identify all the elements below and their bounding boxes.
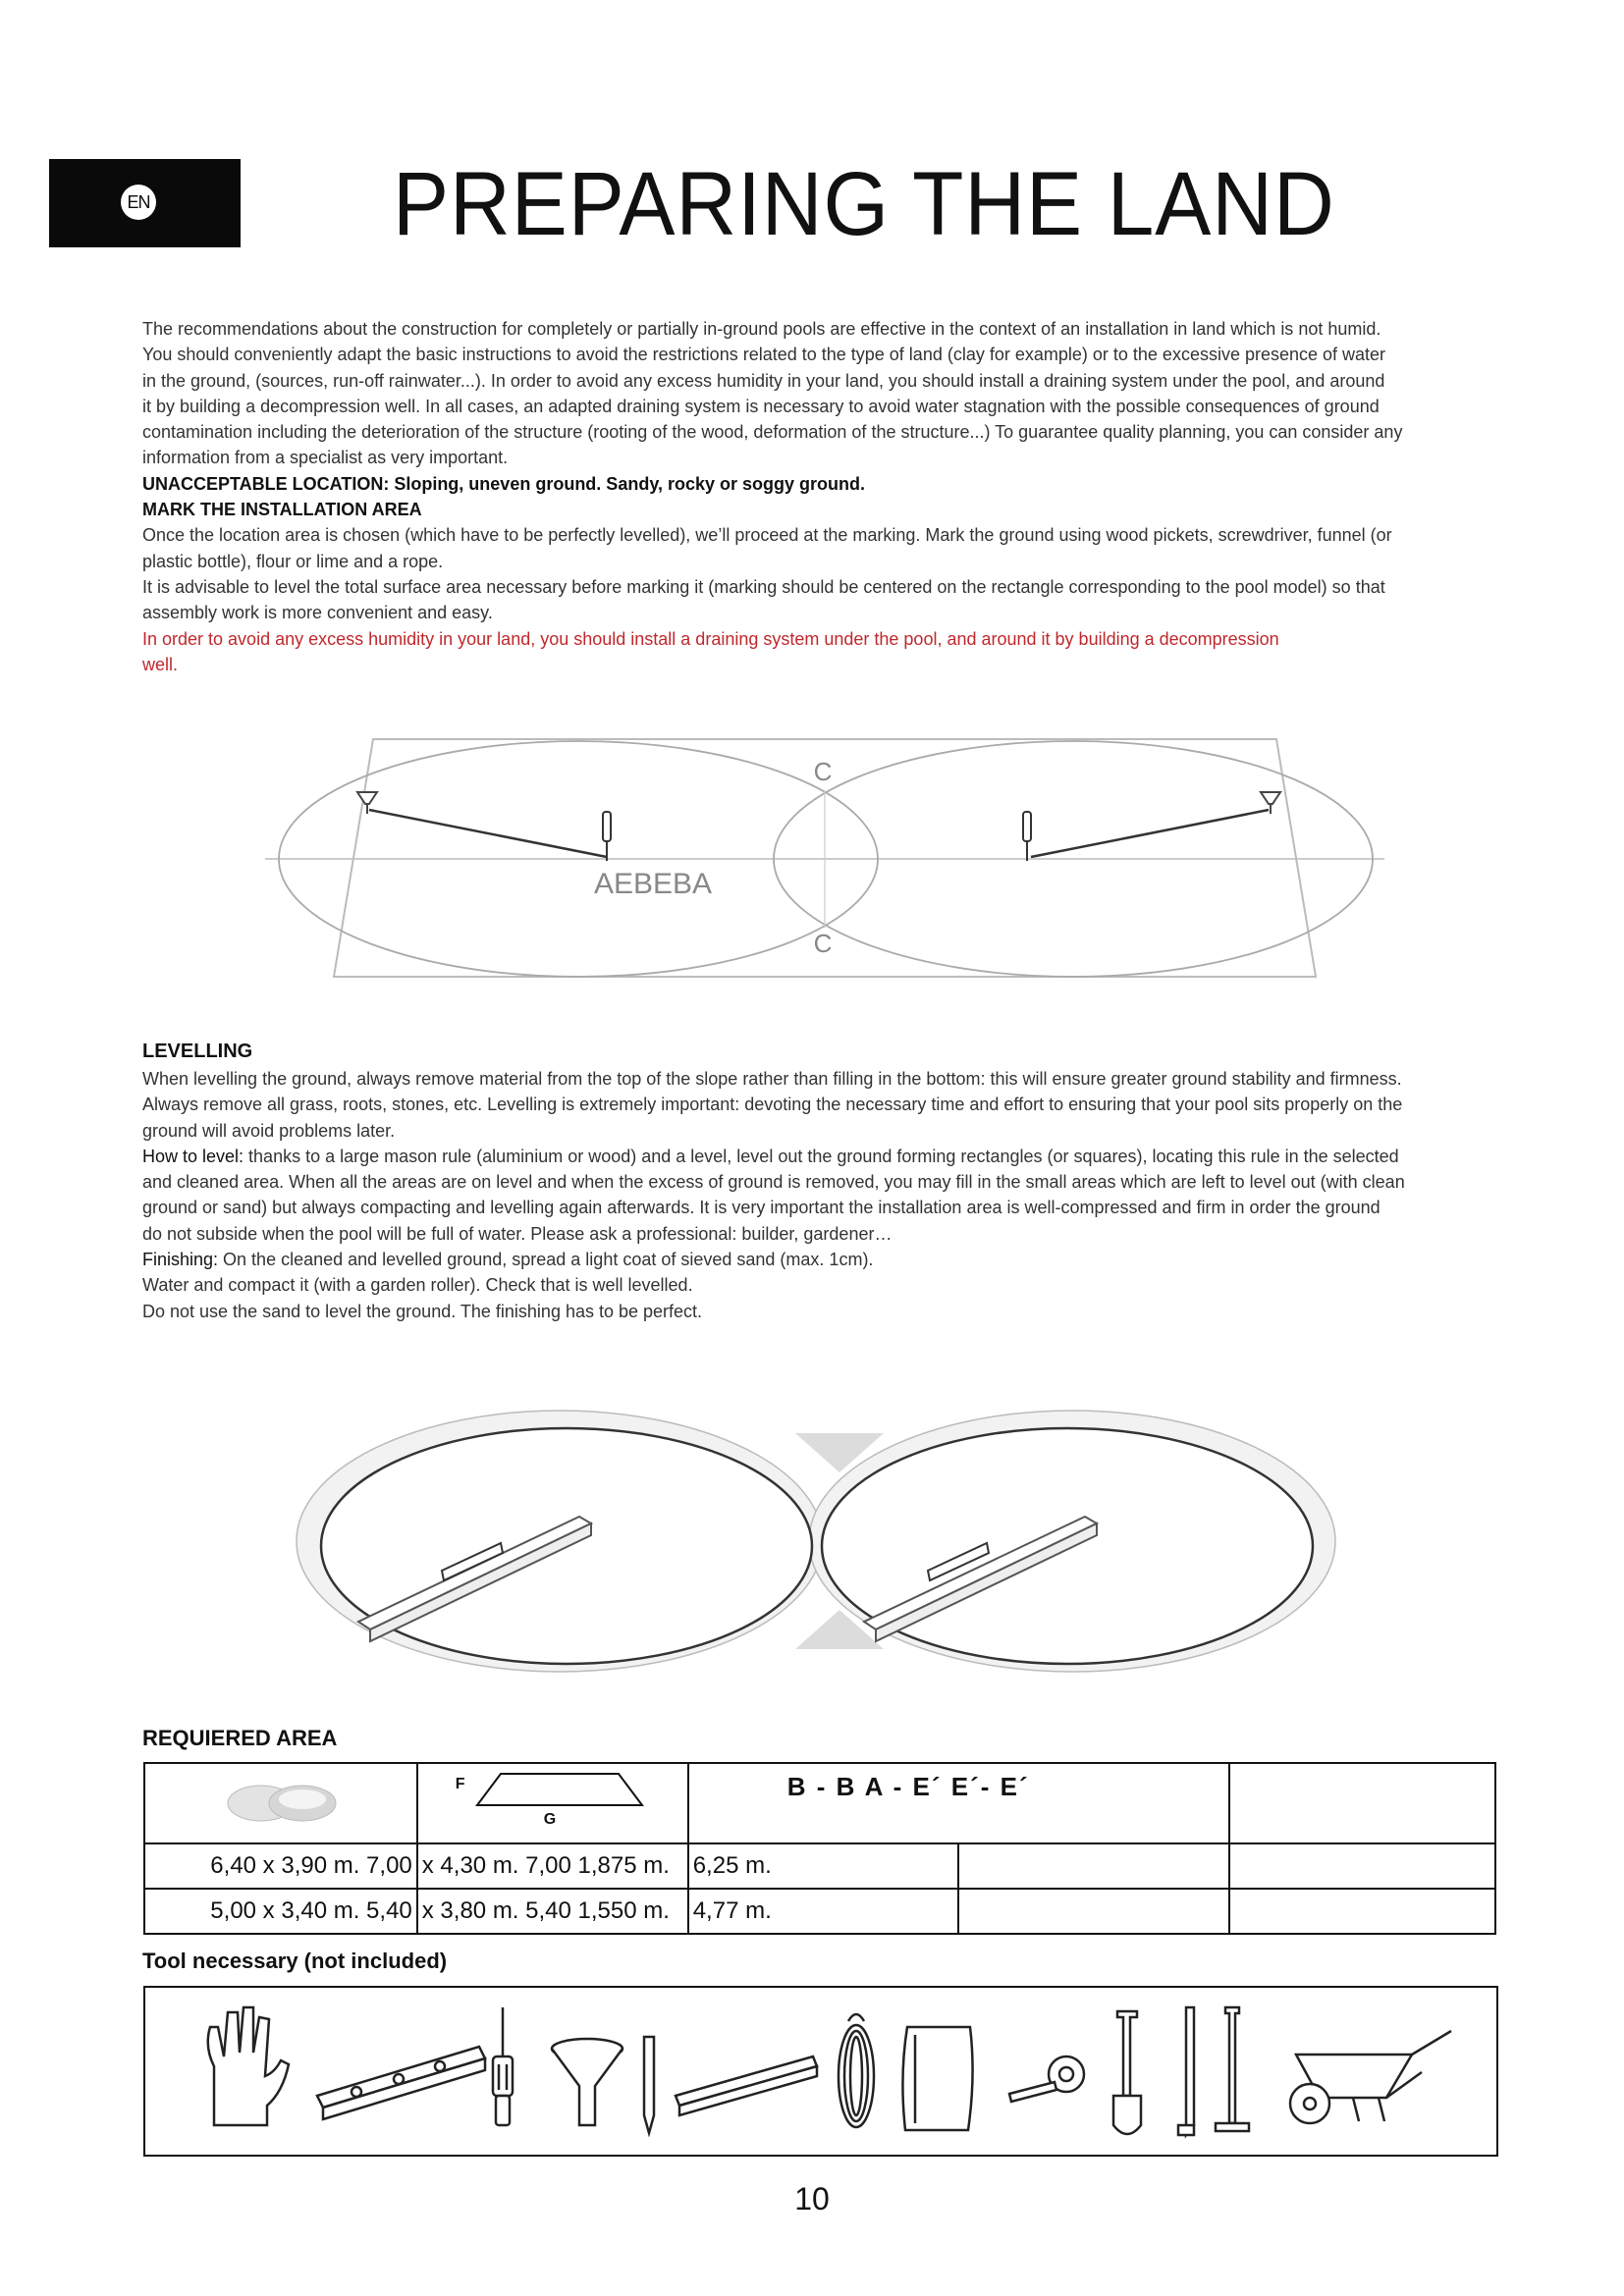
mark-line: assembly work is more convenient and easy. [142,603,493,623]
stake-icon [1178,2007,1194,2135]
label-f: F [455,1776,465,1792]
tape-measure-icon [1009,2056,1084,2102]
mark-line: It is advisable to level the total surface area necessary before marking it (marking should be centered on the rectangle corresponding to the pool model) so that [142,576,1385,597]
finishing-line: Water and compact it (with a garden roller). Check that is well levelled. [142,1275,693,1296]
empty-header-cell [1229,1763,1495,1843]
intro-line: it by building a decompression well. In all cases, an adapted draining system is necessary to avoid water stagnation with the possible consequences of ground [142,396,1380,416]
mark-area-heading: MARK THE INSTALLATION AREA [142,500,422,520]
cell: 6,40 x 3,90 m. 7,00 [144,1843,417,1889]
wood-picket-icon [644,2037,654,2133]
label-c-top: C [813,757,833,786]
howto-line: and cleaned area. When all the areas are on level and when the excess of ground is removed, you may fill in the small areas which are left to level out (with clean [142,1172,1405,1193]
pool-shape-icon [222,1776,340,1825]
mark-line: Once the location area is chosen (which have to be perfectly levelled), we’ll proceed at the marking. Mark the ground using wood pickets, screwdriver, funnel (or [142,525,1392,546]
rake-icon [1216,2007,1249,2131]
finishing-line: Do not use the sand to level the ground. The finishing has to be perfect. [142,1301,703,1321]
warning-line: well. [142,654,179,674]
screwdriver-icon [603,812,611,861]
levelling-heading: LEVELLING [142,1041,253,1062]
levelling-line: Always remove all grass, roots, stones, etc. Levelling is extremely important: devoting the necessary time and effort to ensuring that your pool sits properly on the [142,1095,1403,1115]
page-number: 10 [794,2181,830,2216]
dimension-columns-header: B - B A - E´ E´- E´ [688,1763,1229,1843]
cell: x 3,80 m. 5,40 1,550 m. [417,1889,688,1934]
table-row [144,1843,1495,1889]
finishing-label: Finishing: [142,1250,219,1270]
mark-line: plastic bottle), flour or lime and a rope. [142,551,444,571]
levelling-line: ground will avoid problems later. [142,1120,396,1141]
levelling-text [142,1066,1497,1324]
cell: x 4,30 m. 7,00 1,875 m. [417,1843,688,1889]
howto-label: How to level: [142,1146,244,1166]
intro-line: in the ground, (sources, run-off rainwater...). In order to avoid any excess humidity in your land, you should install a draining system under the pool, and around [142,370,1385,391]
finishing-line: On the cleaned and levelled ground, spread a light coat of sieved sand (max. 1cm). [218,1250,874,1270]
cell: 5,00 x 3,40 m. 5,40 [144,1889,417,1934]
trapezoid-icon [471,1770,648,1809]
screwdriver-icon [493,2007,513,2125]
cell [958,1889,1229,1934]
required-area-table [143,1762,1496,1935]
spirit-level-icon [317,2047,485,2119]
levelling-line: When levelling the ground, always remove material from the top of the slope rather than filling in the bottom: this will ensure greater ground stability and firmness. [142,1069,1402,1089]
mason-rule-icon [676,2056,817,2115]
wheelbarrow-icon [1290,2031,1451,2123]
intro-line: You should conveniently adapt the basic instructions to avoid the restrictions related to the type of land (clay for example) or to the excessive presence of water [142,345,1386,365]
tools-box [143,1986,1498,2157]
intro-text [142,316,1497,677]
intro-line: information from a specialist as very important. [142,448,509,468]
rope-right [1031,810,1269,857]
trapezoid-header-cell [417,1763,688,1843]
levelling-diagram [275,1394,1365,1688]
tools-illustration [145,1988,1496,2155]
language-code: EN [121,185,156,220]
spade-icon [1113,2011,1141,2134]
rope-icon [839,2014,874,2127]
howto-line: do not subside when the pool will be full of water. Please ask a professional: builder, gardener… [142,1223,893,1244]
table-header-row [144,1763,1495,1843]
sand-bag-icon [902,2027,972,2130]
cell: 6,25 m. [688,1843,959,1889]
howto-line: ground or sand) but always compacting and levelling again afterwards. It is very important the installation area is well-compressed and firm in order the ground [142,1198,1380,1218]
glove-icon [208,2007,289,2125]
required-area-heading: REQUIERED AREA [142,1726,338,1750]
warning-line: In order to avoid any excess humidity in your land, you should install a draining system under the pool, and around it by building a decompression [142,628,1279,649]
label-axis: AEBEBA [593,868,713,900]
label-c-bottom: C [813,929,833,958]
table-row [144,1889,1495,1934]
unacceptable-location: UNACCEPTABLE LOCATION: Sloping, uneven ground. Sandy, rocky or soggy ground. [142,473,866,494]
intro-line: The recommendations about the construction for completely or partially in-ground pools are effective in the context of an installation in land which is not humid. [142,319,1381,339]
cell [958,1843,1229,1889]
cell [1229,1843,1495,1889]
pool-shape-cell [144,1763,417,1843]
label-g: G [543,1811,557,1828]
howto-line: thanks to a large mason rule (aluminium or wood) and a level, level out the ground forming rectangles (or squares), locating this rule in the selected [244,1146,1399,1166]
tools-heading: Tool necessary (not included) [142,1949,448,1973]
cell [1229,1889,1495,1934]
rope-left [369,810,607,857]
cell: 4,77 m. [688,1889,959,1934]
screwdriver-icon [1023,812,1031,861]
intro-line: contamination including the deterioration of the structure (rooting of the wood, deformation of the structure...) To guarantee quality planning, you can consider any [142,422,1403,443]
marking-diagram [255,731,1394,987]
page-title: PREPARING THE LAND [393,154,1335,254]
funnel-icon [552,2039,623,2125]
